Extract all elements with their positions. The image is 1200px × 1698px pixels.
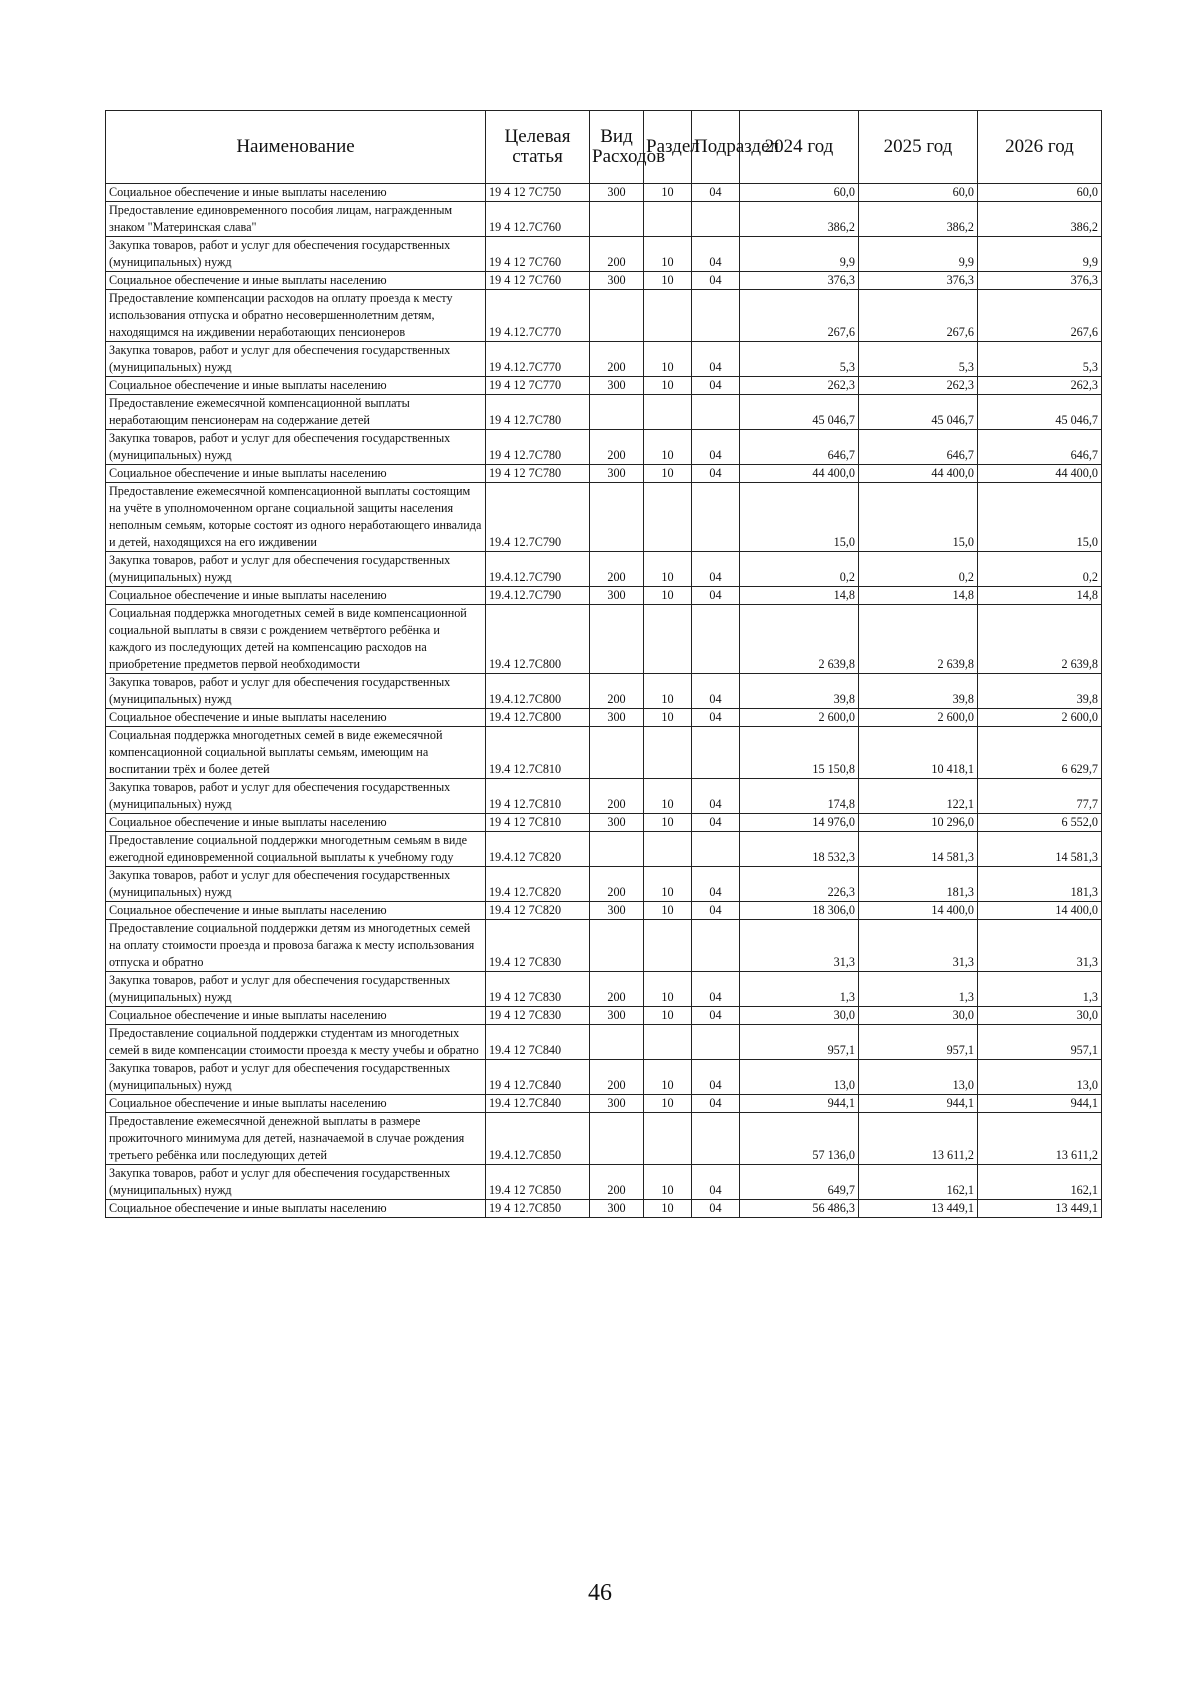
cell-2024: 267,6 [740, 290, 859, 342]
cell-2024: 0,2 [740, 552, 859, 587]
cell-podrazdel [692, 727, 740, 779]
cell-article: 19 4 12.7С840 [486, 1060, 590, 1095]
cell-name: Закупка товаров, работ и услуг для обеспечения государственных (муниципальных) нужд [106, 1165, 486, 1200]
cell-article: 19 4 12.7С760 [486, 202, 590, 237]
cell-name: Предоставление ежемесячной компенсационной выплаты состоящим на учёте в уполномоченном органе социальной защиты населения неполным семьям, которые состоят из одного неработающего инвалида и детей, находящихся на его иждивении [106, 483, 486, 552]
cell-razdel: 10 [644, 779, 692, 814]
table-row [106, 184, 1102, 202]
cell-article: 19 4 12 7С830 [486, 972, 590, 1007]
cell-name: Предоставление ежемесячной денежной выплаты в размере прожиточного минимума для детей, назначаемой в случае рождения третьего ребёнка или последующих детей [106, 1113, 486, 1165]
cell-2026: 386,2 [978, 202, 1102, 237]
table-row [106, 395, 1102, 430]
cell-name: Закупка товаров, работ и услуг для обеспечения государственных (муниципальных) нужд [106, 972, 486, 1007]
cell-vid [590, 483, 644, 552]
cell-2026: 14 400,0 [978, 902, 1102, 920]
cell-razdel [644, 832, 692, 867]
cell-name: Закупка товаров, работ и услуг для обеспечения государственных (муниципальных) нужд [106, 342, 486, 377]
header-name: Наименование [106, 111, 486, 184]
cell-name: Социальное обеспечение и иные выплаты населению [106, 1200, 486, 1218]
cell-vid [590, 395, 644, 430]
cell-article: 19.4 12.7С820 [486, 867, 590, 902]
cell-name: Закупка товаров, работ и услуг для обеспечения государственных (муниципальных) нужд [106, 779, 486, 814]
table-row [106, 867, 1102, 902]
cell-2025: 9,9 [859, 237, 978, 272]
cell-2026: 267,6 [978, 290, 1102, 342]
cell-name: Предоставление единовременного пособия лицам, награжденным знаком "Материнская слава" [106, 202, 486, 237]
cell-article: 19.4.12.7С800 [486, 674, 590, 709]
cell-podrazdel: 04 [692, 1200, 740, 1218]
cell-podrazdel [692, 1025, 740, 1060]
cell-2026: 2 600,0 [978, 709, 1102, 727]
cell-razdel: 10 [644, 184, 692, 202]
cell-name: Закупка товаров, работ и услуг для обеспечения государственных (муниципальных) нужд [106, 237, 486, 272]
cell-2026: 6 629,7 [978, 727, 1102, 779]
cell-2024: 262,3 [740, 377, 859, 395]
cell-vid: 300 [590, 902, 644, 920]
cell-vid: 300 [590, 465, 644, 483]
cell-razdel: 10 [644, 272, 692, 290]
cell-2025: 262,3 [859, 377, 978, 395]
cell-podrazdel: 04 [692, 902, 740, 920]
cell-podrazdel [692, 920, 740, 972]
cell-vid: 300 [590, 184, 644, 202]
cell-razdel: 10 [644, 902, 692, 920]
cell-razdel: 10 [644, 377, 692, 395]
cell-name: Социальное обеспечение и иные выплаты населению [106, 1007, 486, 1025]
cell-razdel: 10 [644, 1165, 692, 1200]
cell-article: 19.4 12.7С790 [486, 483, 590, 552]
cell-2025: 60,0 [859, 184, 978, 202]
table-row [106, 902, 1102, 920]
cell-2026: 162,1 [978, 1165, 1102, 1200]
cell-name: Социальное обеспечение и иные выплаты населению [106, 902, 486, 920]
cell-article: 19.4.12.7С790 [486, 552, 590, 587]
cell-vid: 200 [590, 1165, 644, 1200]
cell-vid [590, 920, 644, 972]
cell-name: Социальная поддержка многодетных семей в виде компенсационной социальной выплаты в связи с рождением четвёртого ребёнка и каждого из последующих детей на компенсацию расходов на приобретение предметов первой необходимости [106, 605, 486, 674]
cell-article: 19.4 12.7С800 [486, 605, 590, 674]
cell-podrazdel [692, 832, 740, 867]
table-row [106, 483, 1102, 552]
cell-2024: 386,2 [740, 202, 859, 237]
cell-name: Социальное обеспечение и иные выплаты населению [106, 465, 486, 483]
cell-razdel: 10 [644, 587, 692, 605]
cell-2025: 1,3 [859, 972, 978, 1007]
cell-podrazdel [692, 605, 740, 674]
cell-razdel [644, 1113, 692, 1165]
cell-article: 19.4 12 7С820 [486, 902, 590, 920]
cell-vid: 200 [590, 867, 644, 902]
cell-podrazdel: 04 [692, 1007, 740, 1025]
cell-2024: 646,7 [740, 430, 859, 465]
cell-article: 19.4.12 7С820 [486, 832, 590, 867]
cell-2024: 57 136,0 [740, 1113, 859, 1165]
cell-podrazdel: 04 [692, 1060, 740, 1095]
cell-name: Предоставление компенсации расходов на оплату проезда к месту использования отпуска и обратно несовершеннолетним детям, находящимся на иждивении неработающих пенсионеров [106, 290, 486, 342]
cell-article: 19.4 12 7С850 [486, 1165, 590, 1200]
table-row [106, 1025, 1102, 1060]
cell-article: 19 4 12.7С850 [486, 1200, 590, 1218]
cell-name: Социальное обеспечение и иные выплаты населению [106, 1095, 486, 1113]
cell-vid: 200 [590, 552, 644, 587]
table-row [106, 1200, 1102, 1218]
cell-2026: 646,7 [978, 430, 1102, 465]
cell-2025: 957,1 [859, 1025, 978, 1060]
cell-vid: 300 [590, 709, 644, 727]
cell-article: 19 4 12 7С750 [486, 184, 590, 202]
cell-vid: 300 [590, 272, 644, 290]
cell-vid: 200 [590, 430, 644, 465]
cell-podrazdel: 04 [692, 1165, 740, 1200]
cell-razdel: 10 [644, 814, 692, 832]
cell-podrazdel: 04 [692, 184, 740, 202]
cell-razdel: 10 [644, 1095, 692, 1113]
table-row [106, 1113, 1102, 1165]
cell-2024: 376,3 [740, 272, 859, 290]
cell-2024: 174,8 [740, 779, 859, 814]
cell-2024: 15 150,8 [740, 727, 859, 779]
cell-razdel [644, 290, 692, 342]
table-row [106, 832, 1102, 867]
cell-razdel: 10 [644, 1200, 692, 1218]
cell-2024: 56 486,3 [740, 1200, 859, 1218]
cell-2026: 6 552,0 [978, 814, 1102, 832]
cell-vid: 200 [590, 1060, 644, 1095]
table-row [106, 779, 1102, 814]
cell-razdel [644, 202, 692, 237]
cell-vid: 300 [590, 1007, 644, 1025]
cell-vid: 200 [590, 342, 644, 377]
cell-podrazdel: 04 [692, 272, 740, 290]
cell-podrazdel: 04 [692, 237, 740, 272]
table-row [106, 237, 1102, 272]
cell-2025: 181,3 [859, 867, 978, 902]
cell-2025: 13 449,1 [859, 1200, 978, 1218]
cell-2025: 376,3 [859, 272, 978, 290]
cell-2026: 2 639,8 [978, 605, 1102, 674]
cell-article: 19.4 12 7С830 [486, 920, 590, 972]
cell-2025: 31,3 [859, 920, 978, 972]
cell-2025: 44 400,0 [859, 465, 978, 483]
cell-article: 19.4 12.7С810 [486, 727, 590, 779]
cell-2026: 1,3 [978, 972, 1102, 1007]
cell-vid [590, 727, 644, 779]
cell-2026: 15,0 [978, 483, 1102, 552]
cell-name: Предоставление ежемесячной компенсационной выплаты неработающим пенсионерам на содержание детей [106, 395, 486, 430]
cell-podrazdel: 04 [692, 552, 740, 587]
table-row [106, 727, 1102, 779]
cell-2024: 1,3 [740, 972, 859, 1007]
cell-podrazdel: 04 [692, 814, 740, 832]
cell-razdel [644, 1025, 692, 1060]
cell-vid [590, 1113, 644, 1165]
table-row [106, 674, 1102, 709]
cell-2024: 45 046,7 [740, 395, 859, 430]
cell-razdel: 10 [644, 430, 692, 465]
cell-podrazdel [692, 395, 740, 430]
cell-2026: 9,9 [978, 237, 1102, 272]
cell-2026: 77,7 [978, 779, 1102, 814]
cell-razdel: 10 [644, 342, 692, 377]
cell-2026: 5,3 [978, 342, 1102, 377]
cell-2026: 44 400,0 [978, 465, 1102, 483]
table-row [106, 587, 1102, 605]
cell-vid [590, 605, 644, 674]
cell-razdel: 10 [644, 1060, 692, 1095]
cell-article: 19 4 12 7С810 [486, 814, 590, 832]
cell-razdel [644, 605, 692, 674]
cell-2025: 122,1 [859, 779, 978, 814]
cell-article: 19 4 12.7С780 [486, 395, 590, 430]
cell-2026: 13 449,1 [978, 1200, 1102, 1218]
cell-2026: 31,3 [978, 920, 1102, 972]
cell-2026: 39,8 [978, 674, 1102, 709]
cell-2026: 0,2 [978, 552, 1102, 587]
cell-razdel: 10 [644, 972, 692, 1007]
cell-2025: 45 046,7 [859, 395, 978, 430]
cell-podrazdel: 04 [692, 972, 740, 1007]
cell-vid [590, 290, 644, 342]
cell-article: 19.4.12.7С850 [486, 1113, 590, 1165]
cell-vid [590, 832, 644, 867]
cell-podrazdel: 04 [692, 779, 740, 814]
cell-2025: 13,0 [859, 1060, 978, 1095]
table-row [106, 1060, 1102, 1095]
cell-2024: 14 976,0 [740, 814, 859, 832]
cell-2025: 15,0 [859, 483, 978, 552]
header-2025: 2025 год [859, 111, 978, 184]
table-body [106, 184, 1102, 1218]
cell-vid [590, 202, 644, 237]
cell-2025: 14 400,0 [859, 902, 978, 920]
cell-2024: 30,0 [740, 1007, 859, 1025]
cell-2025: 39,8 [859, 674, 978, 709]
cell-name: Предоставление социальной поддержки детям из многодетных семей на оплату стоимости проезда и провоза багажа к месту использования отпуска и обратно [106, 920, 486, 972]
cell-article: 19 4 12 7С780 [486, 465, 590, 483]
cell-razdel: 10 [644, 867, 692, 902]
cell-vid: 300 [590, 377, 644, 395]
cell-2025: 14 581,3 [859, 832, 978, 867]
cell-razdel [644, 727, 692, 779]
header-razdel: Раздел [644, 111, 692, 184]
cell-2026: 262,3 [978, 377, 1102, 395]
cell-2024: 13,0 [740, 1060, 859, 1095]
cell-podrazdel [692, 202, 740, 237]
cell-name: Социальное обеспечение и иные выплаты населению [106, 184, 486, 202]
cell-2026: 944,1 [978, 1095, 1102, 1113]
cell-razdel: 10 [644, 237, 692, 272]
cell-vid: 300 [590, 587, 644, 605]
table-header-row [106, 111, 1102, 184]
cell-razdel: 10 [644, 552, 692, 587]
cell-vid [590, 1025, 644, 1060]
cell-name: Социальное обеспечение и иные выплаты населению [106, 814, 486, 832]
cell-podrazdel: 04 [692, 709, 740, 727]
table-row [106, 605, 1102, 674]
cell-2024: 226,3 [740, 867, 859, 902]
cell-podrazdel: 04 [692, 867, 740, 902]
table-row [106, 1095, 1102, 1113]
cell-2026: 60,0 [978, 184, 1102, 202]
cell-2025: 10 418,1 [859, 727, 978, 779]
cell-podrazdel: 04 [692, 430, 740, 465]
cell-2025: 944,1 [859, 1095, 978, 1113]
cell-razdel: 10 [644, 465, 692, 483]
cell-2025: 162,1 [859, 1165, 978, 1200]
cell-2024: 2 600,0 [740, 709, 859, 727]
cell-2026: 14,8 [978, 587, 1102, 605]
cell-article: 19.4 12 7С840 [486, 1025, 590, 1060]
cell-2026: 181,3 [978, 867, 1102, 902]
cell-2026: 14 581,3 [978, 832, 1102, 867]
cell-vid: 300 [590, 1200, 644, 1218]
cell-2024: 14,8 [740, 587, 859, 605]
cell-podrazdel: 04 [692, 587, 740, 605]
cell-name: Закупка товаров, работ и услуг для обеспечения государственных (муниципальных) нужд [106, 674, 486, 709]
cell-2024: 15,0 [740, 483, 859, 552]
cell-2024: 31,3 [740, 920, 859, 972]
cell-razdel [644, 483, 692, 552]
cell-article: 19.4.12.7С790 [486, 587, 590, 605]
cell-name: Предоставление социальной поддержки многодетным семьям в виде ежегодной единовременной социальной выплаты к учебному году [106, 832, 486, 867]
cell-article: 19 4 12 7С770 [486, 377, 590, 395]
cell-article: 19.4 12.7С840 [486, 1095, 590, 1113]
cell-2025: 13 611,2 [859, 1113, 978, 1165]
header-article: Целевая статья [486, 111, 590, 184]
cell-podrazdel: 04 [692, 674, 740, 709]
cell-name: Социальное обеспечение и иные выплаты населению [106, 587, 486, 605]
table-row [106, 1165, 1102, 1200]
cell-2026: 13 611,2 [978, 1113, 1102, 1165]
cell-name: Социальная поддержка многодетных семей в виде ежемесячной компенсационной социальной выплаты семьям, имеющим на воспитании трёх и более детей [106, 727, 486, 779]
cell-article: 19 4 12 7С760 [486, 272, 590, 290]
cell-2024: 957,1 [740, 1025, 859, 1060]
cell-vid: 300 [590, 814, 644, 832]
cell-2025: 646,7 [859, 430, 978, 465]
cell-razdel [644, 395, 692, 430]
cell-razdel: 10 [644, 674, 692, 709]
header-2026: 2026 год [978, 111, 1102, 184]
cell-2025: 30,0 [859, 1007, 978, 1025]
cell-2025: 0,2 [859, 552, 978, 587]
cell-2024: 44 400,0 [740, 465, 859, 483]
table-row [106, 972, 1102, 1007]
cell-article: 19 4 12.7С780 [486, 430, 590, 465]
cell-2025: 386,2 [859, 202, 978, 237]
cell-2025: 5,3 [859, 342, 978, 377]
cell-2025: 10 296,0 [859, 814, 978, 832]
cell-article: 19 4 12 7С830 [486, 1007, 590, 1025]
table-row [106, 465, 1102, 483]
cell-razdel: 10 [644, 1007, 692, 1025]
cell-podrazdel [692, 483, 740, 552]
cell-podrazdel: 04 [692, 377, 740, 395]
cell-name: Закупка товаров, работ и услуг для обеспечения государственных (муниципальных) нужд [106, 1060, 486, 1095]
cell-2024: 18 306,0 [740, 902, 859, 920]
cell-2026: 957,1 [978, 1025, 1102, 1060]
table-row [106, 1007, 1102, 1025]
cell-2025: 267,6 [859, 290, 978, 342]
table-row [106, 920, 1102, 972]
cell-vid: 200 [590, 674, 644, 709]
cell-article: 19 4 12.7С810 [486, 779, 590, 814]
table-row [106, 272, 1102, 290]
cell-name: Закупка товаров, работ и услуг для обеспечения государственных (муниципальных) нужд [106, 552, 486, 587]
cell-2026: 45 046,7 [978, 395, 1102, 430]
cell-podrazdel: 04 [692, 1095, 740, 1113]
cell-2026: 13,0 [978, 1060, 1102, 1095]
cell-2025: 2 600,0 [859, 709, 978, 727]
cell-name: Социальное обеспечение и иные выплаты населению [106, 377, 486, 395]
table-row [106, 202, 1102, 237]
cell-article: 19 4.12.7С770 [486, 290, 590, 342]
cell-podrazdel [692, 1113, 740, 1165]
cell-article: 19 4.12.7С770 [486, 342, 590, 377]
cell-2024: 18 532,3 [740, 832, 859, 867]
cell-2024: 60,0 [740, 184, 859, 202]
cell-2024: 2 639,8 [740, 605, 859, 674]
cell-2025: 14,8 [859, 587, 978, 605]
cell-article: 19.4 12.7С800 [486, 709, 590, 727]
header-vid: Вид Расходов [590, 111, 644, 184]
table-row [106, 342, 1102, 377]
header-2024: 2024 год [740, 111, 859, 184]
cell-name: Закупка товаров, работ и услуг для обеспечения государственных (муниципальных) нужд [106, 430, 486, 465]
cell-2024: 39,8 [740, 674, 859, 709]
cell-2025: 2 639,8 [859, 605, 978, 674]
table-row [106, 377, 1102, 395]
cell-2024: 944,1 [740, 1095, 859, 1113]
cell-razdel [644, 920, 692, 972]
page-number: 46 [588, 1580, 612, 1606]
table-row [106, 552, 1102, 587]
cell-vid: 300 [590, 1095, 644, 1113]
cell-2026: 376,3 [978, 272, 1102, 290]
cell-2024: 5,3 [740, 342, 859, 377]
budget-table [105, 110, 1102, 1218]
cell-podrazdel: 04 [692, 342, 740, 377]
cell-2024: 649,7 [740, 1165, 859, 1200]
cell-vid: 200 [590, 972, 644, 1007]
cell-name: Предоставление социальной поддержки студентам из многодетных семей в виде компенсации стоимости проезда к месту учебы и обратно [106, 1025, 486, 1060]
header-podrazdel: Подраздел [692, 111, 740, 184]
cell-article: 19 4 12 7С760 [486, 237, 590, 272]
cell-razdel: 10 [644, 709, 692, 727]
table-row [106, 290, 1102, 342]
cell-podrazdel: 04 [692, 465, 740, 483]
cell-vid: 200 [590, 237, 644, 272]
table-row [106, 709, 1102, 727]
cell-name: Закупка товаров, работ и услуг для обеспечения государственных (муниципальных) нужд [106, 867, 486, 902]
cell-name: Социальное обеспечение и иные выплаты населению [106, 709, 486, 727]
table-row [106, 814, 1102, 832]
cell-podrazdel [692, 290, 740, 342]
cell-vid: 200 [590, 779, 644, 814]
cell-2026: 30,0 [978, 1007, 1102, 1025]
table-row [106, 430, 1102, 465]
cell-2024: 9,9 [740, 237, 859, 272]
cell-name: Социальное обеспечение и иные выплаты населению [106, 272, 486, 290]
